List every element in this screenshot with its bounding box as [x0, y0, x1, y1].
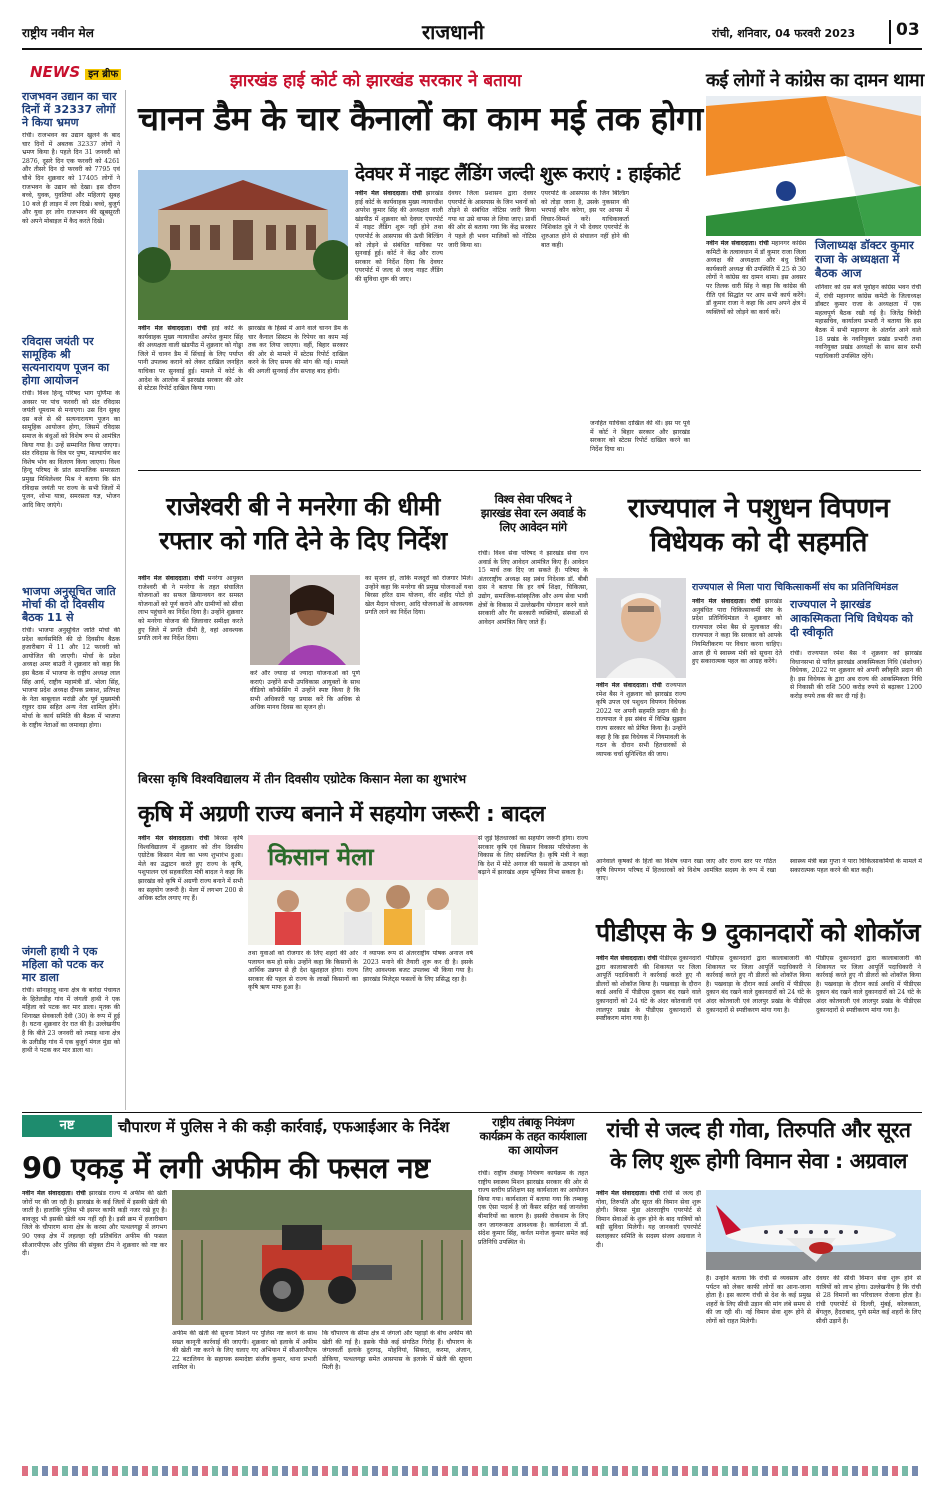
story10-body: पीडीएस दुकानदारों द्वारा कालाबाजारी की शिकायत पर जिला आपूर्ति पदाधिकारी ने कार्रवाई करते हुए नौ डीलरों को शोकॉज किया है। पखवाड़ा के दौरान कार्ड अवधि में पीडीएस दुकान बंद रखने वाले दुकानदारों को 24 घंटे के अंदर कोतवाली एवं लालपुर प्रखंड के पीडीएस दुकानदारों से स्पष्टीकरण मांगा गया है।: [596, 955, 701, 1023]
news-sub-label: इन ब्रीफ: [85, 69, 121, 80]
story1-headline: चानन डैम के चार कैनालों का काम मई तक होगा: [138, 99, 703, 138]
story14-byline: नवीन मेल संवाददाता। रांची: [596, 1190, 660, 1197]
high-court-building-photo: [138, 170, 348, 320]
tractor-field-photo: [172, 1190, 472, 1325]
story13-body: रांची। राष्ट्रीय तंबाकू नियंत्रण कार्यक्रम के तहत राष्ट्रीय स्वास्थ्य मिशन झारखंड सरकार की ओर से राज्य स्तरीय प्रशिक्षण सह कार्यशाला का आयोजन किया गया। कार्यशाला में बताया गया कि तम्बाकू एक ऐसा पदार्थ है जो कैंसर सहित कई जानलेवा बीमारियों का कारण है। इसकी रोकथाम के लिए जन जागरूकता आवश्यक है। कार्यशाला में डॉ. संदेश कुमार सिंह, कर्नल मनोज कुमार समेत कई प्रतिनिधि उपस्थित थे।: [478, 1170, 588, 1246]
story14-col2: है। उन्होंने बताया कि रांची से व्यवसाय और पर्यटन को लेकर काफी लोगों का आना-जाना होता है। इस कारण रांची से देश के कई प्रमुख शहरों के लिए सीधी उड़ान की मांग लंबे समय से की जा रही थी। नई विमान सेवा शुरू होने से लोगों को राहत मिलेगी।: [706, 1275, 811, 1325]
footer-strip: [22, 1466, 922, 1476]
story11-byline: नवीन मेल संवाददाता। रांची: [138, 835, 209, 842]
story11-col3: ने व्यापक रूप से अंतरराष्ट्रीय पोषक अनाज वर्ष 2023 मनाने की तैयारी शुरू कर दी है। इसके लिए आवश्यक बजट उपलब्ध भी किया गया है। झारखंड मिलेट्स फसलों के लिए प्रसिद्ध रहा है।: [363, 950, 473, 983]
story12-kicker: नष्ट: [22, 1115, 112, 1137]
brief-body: रांची। विश्व हिन्दू परिषद भाग पूर्णिमा के अवसर पर पांच फरवरी को संत रविदास जयंती धूमधाम से मनाएगा। उस दिन सुबह दस बजे से श्री सत्यनारायण पूजन का सामूहिक आयोजन होगा, जिसमें रविदास समाज के बंधुओं को विशेष रूप से आमंत्रित किया गया है। उन्हें सम्मानित किया जाएगा। संत रविदास के चित्र पर पुष्प, माल्यार्पण कर विशेष भोग का वितरण किया जाएगा। विश्व हिन्दू परिषद के प्रांत सामाजिक समरसता प्रमुख मिथिलेश्वर मिश्र ने बताया कि संत रविदास जयंती पर राज्य के सभी जिलों में पूजन, शोभा यात्रा, समरसता यज्ञ, भोजन आदि किए जाएंगे।: [22, 390, 120, 509]
dateline: रांची, शनिवार, 04 फरवरी 2023: [712, 27, 856, 40]
story14-headline: रांची से जल्द ही गोवा, तिरुपति और सूरत के लिए शुरू होगी विमान सेवा : अग्रवाल: [606, 1118, 911, 1173]
story10-byline: नवीन मेल संवाददाता। रांची: [596, 955, 658, 962]
masthead-divider: [889, 20, 891, 44]
brief-body: रांची। सोनाहातू थाना क्षेत्र के बारेंदा पंचायत के हितेलडीह गांव में जंगली हाथी ने एक महिला को पटक कर मार डाला। मृतक की शिनाख्त सेवकाली देवी (30) के रूप में हुई है। घटना शुक्रवार देर रात की है। उल्लेखनीय है कि बीते 23 जनवरी को तमाड़ थाना क्षेत्र के उलीडीह गांव में एक बुजुर्ग मंगल मुंडा को हाथी ने पटक कर मार डाला था।: [22, 987, 120, 1055]
section-title: राजधानी: [422, 20, 484, 44]
story10-col3: पीडीएस दुकानदारों द्वारा कालाबाजारी की शिकायत पर जिला आपूर्ति पदाधिकारी ने कार्रवाई करते हुए नौ डीलरों को शोकॉज किया है। पखवाड़ा के दौरान कार्ड अवधि में पीडीएस दुकान बंद रखने वाले दुकानदारों को 24 घंटे के अंदर कोतवाली एवं लालपुर प्रखंड के पीडीएस दुकानदारों से स्पष्टीकरण मांगा गया है।: [816, 955, 921, 1014]
story3-byline: नवीन मेल संवाददाता। रांची: [706, 240, 769, 247]
news-brief-label: [30, 62, 121, 81]
brief-headline: भाजपा अनुसूचित जाति मोर्चा की दो दिवसीय बैठक 11 से: [22, 585, 116, 624]
story1-col1: [138, 325, 243, 465]
story12-byline: नवीन मेल संवाददाता। रांची: [22, 1190, 86, 1197]
story10-col2: पीडीएस दुकानदारों द्वारा कालाबाजारी की शिकायत पर जिला आपूर्ति पदाधिकारी ने कार्रवाई करते हुए नौ डीलरों को शोकॉज किया है। पखवाड़ा के दौरान कार्ड अवधि में पीडीएस दुकान बंद रखने वाले दुकानदारों को 24 घंटे के अंदर कोतवाली एवं लालपुर प्रखंड के पीडीएस दुकानदारों से स्पष्टीकरण मांगा गया है।: [706, 955, 811, 1014]
page-number: 03: [896, 20, 920, 40]
story3-body: [706, 240, 806, 460]
story12-col3: कि चौपारण के सीमा क्षेत्र में जंगलों और पहाड़ों के बीच अफीम की खेती की गई है। इसके पीछे कई संगठित गिरोह हैं। चौपारण के जंगलवर्ती इलाके दुरागढ़, मोहनियां, सिकदा, करमा, अंजान, डोकिया, पत्थलगड्डा समेत आसपास के इलाके में खेती की सूचना मिली है।: [322, 1330, 472, 1372]
story2-col2: देवघर जिला प्रशासन द्वारा देवघर एयरपोर्ट के आसपास के जिन भवनों को तोड़ने से संबंधित नोटिस जारी किया गया था उसे वापस ले लिया जाए। प्रार्थी की ओर से बताया गया कि केंद्र सरकार ने पहले ही भवन मालिकों को नोटिस जारी किया था।: [448, 190, 536, 249]
kisan-mela-banner-text: किसान मेला: [268, 843, 374, 871]
story9-body: रांची। राज्यपाल रमेश बैस ने शुक्रवार को झारखंड विधानसभा से पारित झारखंड आकस्मिकता निधि (संशोधन) विधेयक, 2022 पर शुक्रवार को अपनी स्वीकृति प्रदान की है। इस विधेयक के द्वारा अब राज्य की आकस्मिकता निधि से निकासी की राशि 500 करोड़ रुपये से बढ़ाकर 1200 करोड़ रुपये तक की कर दी गई है।: [790, 650, 922, 700]
story7-col2: आनेवाले कृषकों के हितों का विशेष ध्यान रखा जाए और राज्य स्तर पर गठित कृषि विपणन परिषद में हितधारकों को विशेष आमंत्रित सदस्य के रूप में रखा जाए।: [596, 858, 776, 883]
story5-col2: करें और ज्यादा से ज्यादा योजनाओं को पूर्ण कराएं। उन्होंने सभी उपविकास आयुक्तों के साथ वीडियो कॉन्फ्रेंसिंग में उन्होंने स्पष्ट किया है कि सभी अधिकारी यह प्रयास करें कि अधिक से अधिक मानव दिवस का सृजन हो।: [250, 670, 360, 712]
brief-headline: राजभवन उद्यान का चार दिनों में 32337 लोगों ने किया भ्रमण: [22, 90, 117, 129]
sidebar-brief-3: [22, 585, 120, 875]
story5-byline: नवीन मेल संवाददाता। रांची: [138, 575, 205, 582]
sidebar-divider: [125, 90, 126, 1110]
governor-portrait: [596, 578, 686, 678]
story12-col1: [22, 1190, 167, 1460]
story4-box: [815, 238, 921, 463]
story2-body1: झारखंड हाई कोर्ट के कार्यवाहक मुख्य न्यायाधीश अपरेश कुमार सिंह की अध्यक्षता वाली खंडपीठ में शुक्रवार को देवघर एयरपोर्ट में नाइट लैंडिंग शुरू नहीं होने तथा एयरपोर्ट के आसपास की ऊंची बिल्डिंग को तोड़ने से संबंधित याचिका पर सुनवाई हुई। कोर्ट ने केंद्र और राज्य सरकार को निर्देश दिया कि देवघर एयरपोर्ट में जल्द से जल्द नाइट लैंडिंग की सुविधा शुरू की जाए।: [355, 190, 443, 283]
story2-col3: एयरपोर्ट के आसपास के जिन बिल्डिंग को तोड़ा जाना है, उसके नुकसान की भरपाई कौन करेगा, इस पर आपस में विचार-विमर्श करें। याचिकाकर्ता निशिकांत दुबे ने भी देवघर एयरपोर्ट के शुरुआत होने से संचालन नहीं होने की बात कही।: [541, 190, 629, 249]
story14-col3: देवघर की सीधी विमान सेवा शुरू होने से यात्रियों को लाभ होगा। उल्लेखनीय है कि रांची से 28 विमानों का परिचालन रोजाना होता है। रांची एयरपोर्ट से दिल्ली, मुंबई, कोलकाता, बेंगलुरु, हैदराबाद, पुणे समेत कई शहरों के लिए सीधी उड़ानें हैं।: [816, 1275, 921, 1325]
brief-headline: जंगली हाथी ने एक महिला को पटक कर मार डाला: [22, 945, 104, 984]
story11-subhead: कृषि में अग्रणी राज्य बनाने में सहयोग जरूरी : बादल: [138, 802, 545, 827]
sidebar-brief-1: [22, 90, 120, 332]
story12-body1: झारखंड राज्य में अफीम की खेती जोरों पर की जा रही है। झारखंड के कई जिलों में इसकी खेती की जाती है। हालांकि पुलिस भी इसपर काफी कड़ी नजर रखे हुए है। बावजूद भी इसकी खेती थम नहीं रही है। इसी क्रम में हजारीबाग जिले के चौपारण थाना क्षेत्र के करमा और पत्थलगड्डा में लगभग 90 एकड़ क्षेत्र में लहलहा रही प्रतिबंधित अफीम की फसल सीआरपीएफ और पुलिस की संयुक्त टीम ने शुक्रवार को नष्ट कर दी।: [22, 1190, 167, 1258]
story11-kicker: बिरसा कृषि विश्वविद्यालय में तीन दिवसीय एग्रोटेक किसान मेला का शुभारंभ: [138, 772, 467, 786]
sidebar-brief-2: [22, 335, 120, 605]
story2-col1: [355, 190, 443, 465]
brief-headline: रविदास जयंती पर सामूहिक श्री सत्यनारायण पूजन का होगा आयोजन: [22, 335, 110, 387]
story5-headline: राजेश्वरी बी ने मनरेगा की धीमी रफ्तार को गति देने के दिए निर्देश: [159, 492, 447, 555]
story5-body1: मनरेगा आयुक्त राजेश्वरी बी ने मनरेगा के तहत संचालित योजनाओं का सफल क्रियान्वयन कर समस्त योजनाओं को पूर्ण कराने और ग्रामीणों को सीधा लाभ पहुंचाने का निर्देश दिया है। उन्होंने शुक्रवार को मनरेगा योजना की जिलावार समीक्षा करते हुए जिले में प्रगति धीमी है, वहां आवश्यक प्रगति लाने का निर्देश दिया।: [138, 575, 243, 643]
story5-col3: का सृजन हो, ताकि मजदूरों को रोजगार मिले। उन्होंने कहा कि मनरेगा की प्रमुख योजनाओं यथा बिरसा हरित ग्राम योजना, वीर शहीद पोटो हो खेल मैदान योजना, आदि योजनाओं के आवश्यक प्रगति लाने का निर्देश दिया।: [365, 575, 473, 617]
story1-byline: नवीन मेल संवाददाता। रांची: [138, 325, 207, 332]
story14-col1: [596, 1190, 701, 1460]
story9-body2: स्वास्थ्य मंत्री बन्ना गुप्ता ने पारा चिकित्साकर्मियों के मामले में सकारात्मक पहल करने की बात कही।: [790, 858, 922, 874]
story10-headline: पीडीएस के 9 दुकानदारों को शोकॉज: [596, 918, 921, 947]
story7-headline: राज्यपाल ने पशुधन विपणन विधेयक को दी सहमति: [627, 493, 890, 558]
story3-headline: कई लोगों ने कांग्रेस का दामन थामा: [706, 70, 924, 91]
masthead: [22, 18, 922, 48]
story7-body: राज्यपाल रमेश बैस ने शुक्रवार को झारखंड राज्य कृषि उपज एवं पशुधन विपणन विधेयक 2022 पर अपनी सहमति प्रदान की है। राज्यपाल ने इस संबंध में विभिन्न सुझाव राज्य सरकार को प्रेषित किया है। उन्होंने कहा है कि इस विधेयक में नियमावली के गठन के दौरान सभी हितधारकों से व्यापक चर्चा सुनिश्चित की जाय।: [596, 682, 686, 758]
story1-kicker: झारखंड हाई कोर्ट को झारखंड सरकार ने बताया: [230, 71, 522, 91]
story1-body1: हाई कोर्ट के कार्यवाहक मुख्य न्यायाधीश अपरेश कुमार सिंह की अध्यक्षता वाली खंडपीठ में शुक्रवार को गोड्डा जिले में चानन डैम में सिंचाई के लिए पर्याप्त पानी उपलब्ध कराने को लेकर दाखिल जनहित याचिका पर सुनवाई हुई। मामले में कोर्ट के आदेश के आलोक में झारखंड सरकार की ओर से स्टेटस रिपोर्ट दाखिल किया गया।: [138, 325, 243, 393]
story6-body: रांची। विश्व सेवा परिषद ने झारखंड सेवा रत्न अवार्ड के लिए आवेदन आमंत्रित किए हैं। आवेदन 15 मार्च तक दिए जा सकते हैं। परिषद के अंतरराष्ट्रीय अध्यक्ष सह प्रबंध निदेशक डॉ. बीबी दास ने बताया कि हर वर्ष शिक्षा, चिकित्सा, उद्योग, समाजिक-सांस्कृतिक और अन्य सेवा भावी क्षेत्रों के विकास में उल्लेखनीय योगदान करने वाले सरकारी और गैर सरकारी व्यक्तियों, संस्थाओं से आवेदन आमंत्रित किए जाते हैं।: [478, 550, 588, 626]
story8-headline: राज्यपाल से मिला पारा चिकित्साकर्मी संघ का प्रतिनिधिमंडल: [692, 582, 899, 593]
airplane-photo: [706, 1190, 921, 1270]
story2-col4: जनहित याचिका दाखिल की थी। इस पर पूर्व में कोर्ट ने बिहार सरकार और झारखंड सरकार को स्टेटस रिपोर्ट दाखिल करने का निर्देश दिया था।: [590, 420, 690, 453]
masthead-logo: राष्ट्रीय नवीन मेल: [22, 26, 94, 40]
story11-col4: से जुड़े हितधारकों का सहयोग जरूरी होगा। राज्य सरकार कृषि एवं किसान विकास परियोजना के विकास के लिए संकल्पित है। कृषि मंत्री ने कहा कि देश में मोटे अनाज की फसलों के उत्पादन को बढ़ाने में झारखंड अहम भूमिका निभा सकता है।: [478, 835, 588, 877]
story11-body1: बिरसा कृषि विश्वविद्यालय में शुक्रवार को तीन दिवसीय एग्रोटेक किसान मेला का भव्य शुभारंभ हुआ। मेले का उद्घाटन करते हुए राज्य के कृषि, पशुपालन एवं सहकारिता मंत्री बादल ने कहा कि झारखंड को कृषि में अग्रणी राज्य बनाने में सभी का सहयोग जरूरी है। मेला में लगभग 200 से अधिक स्टॉल लगाए गए हैं।: [138, 835, 243, 903]
story2-byline: नवीन मेल संवाददाता। रांची: [355, 190, 422, 197]
sidebar-brief-4: [22, 945, 120, 1127]
story8-body: [692, 598, 782, 848]
story7-col1: [596, 682, 686, 850]
masthead-rule: [22, 48, 922, 50]
story5-col1: [138, 575, 243, 750]
row2-rule: [22, 1112, 922, 1113]
news-label: NEWS: [30, 63, 81, 81]
story14-body1: रांची से जल्द ही गोवा, तिरुपति और सूरत की विमान सेवा शुरू होगी। बिरसा मुंडा अंतरराष्ट्रीय एयरपोर्ट से विमान सेवाओं के शुरू होने के बाद यात्रियों को बड़ी सुविधा मिलेगी। यह जानकारी एयरपोर्ट सलाहकार समिति के सदस्य संजय अग्रवाल ने दी।: [596, 1190, 701, 1249]
rajeshwari-b-portrait: [250, 575, 360, 665]
story1-col2: झारखंड के हिस्से में आने वाले चानन डैम के चार कैनाल सिस्टम के रिपेयर का काम मई तक कर लिया जाएगा। वहीं, बिहार सरकार की ओर से मामले में स्टेटस रिपोर्ट दाखिल करने के लिए समय की मांग की गई। मामले की अगली सुनवाई तीन सप्ताह बाद होगी।: [248, 325, 348, 375]
story4-headline: जिलाध्यक्ष डॉक्टर कुमार राजा के अध्यक्षता में बैठक आज: [815, 238, 914, 280]
story6-headline: विश्व सेवा परिषद ने झारखंड सेवा रत्न अवार्ड के लिए आवेदन मांगे: [480, 492, 586, 534]
kisan-mela-photo: [248, 835, 478, 945]
story11-col1: [138, 835, 243, 1110]
story8-text: झारखंड अनुबंधित पारा चिकित्साकर्मी संघ के प्रदेश प्रतिनिधिमंडल ने शुक्रवार को राज्यपाल रमेश बैस से मुलाकात की। राज्यपाल ने कहा कि सरकार को आपके नियमितीकरण पर विचार करना चाहिए। आज ही ये स्वास्थ्य मंत्री को सूचना देते हुए सकारात्मक पहल का आग्रह करेंगे।: [692, 598, 782, 666]
row1-rule: [138, 470, 921, 471]
story2-headline: देवघर में नाइट लैंडिंग जल्दी शुरू कराएं : हाईकोर्ट: [355, 163, 680, 185]
story9-headline: राज्यपाल ने झारखंड आकस्मिकता निधि विधेयक को दी स्वीकृति: [790, 598, 913, 639]
story11-col2: तथा युवाओं को रोजगार के लिए शहरों की ओर पलायन कम हो सके। उन्होंने कहा कि किसानों के आर्थिक उन्नयन से ही देश खुशहाल होगा। राज्य सरकार की पहल से राज्य के लाखों किसानों का कृषि ऋण माफ हुआ है।: [248, 950, 358, 992]
story12-headline: 90 एकड़ में लगी अफीम की फसल नष्ट: [22, 1151, 430, 1185]
brief-body: रांची। भाजपा अनुसूचित जाति मोर्चा की प्रदेश कार्यसमिति की दो दिवसीय बैठक हजारीबाग में 11 और 12 फरवरी को आयोजित की जाएगी। मोर्चा के प्रदेश अध्यक्ष अमर बाउरी ने शुक्रवार को कहा कि इस बैठक में भाजपा के राष्ट्रीय अध्यक्ष लाल सिंह आर्य, राष्ट्रीय महामंत्री डॉ. भोला सिंह, भाजपा प्रदेश अध्यक्ष दीपक प्रकाश, प्रतिपक्ष के नेता बाबूलाल मरांडी और पूर्व मुख्यमंत्री रघुवर दास सहित अन्य नेता शामिल होंगे। मोर्चा के कार्य समिति की बैठक में भाजपा के राष्ट्रीय नेताओं का जमावड़ा होगा।: [22, 627, 120, 729]
story7-byline: नवीन मेल संवाददाता। रांची: [596, 682, 662, 689]
story3-text: महानगर कांग्रेस कमिटी के तत्वावधान में डॉ कुमार राजा जिला अध्यक्ष की अध्यक्षता और बंधु तिर्की कार्यकारी अध्यक्ष की उपस्थिति में 25 से 30 लोगों ने कांग्रेस का दामन थामा। इस अवसर पर तिलक धारी सिंह ने कहा कि कांग्रेस की रीति एवं सिद्धांत पर आप सभी कार्य करेंगे। डॉ कुमार राजा ने कहा कि आप अपने क्षेत्र में व्यक्तियों को जोड़ने का कार्य करें।: [706, 240, 806, 316]
congress-flag-photo: [706, 96, 921, 236]
story8-byline: नवीन मेल संवाददाता। रांची: [692, 598, 761, 605]
brief-body: रांची। राजभवन का उद्यान खुलने के बाद चार दिनों में अबतक 32337 लोगों ने भ्रमण किया है। पहले दिन 31 जनवरी को 2876, दूसरे दिन एक फरवरी को 4261 और तीसरे दिन दो फरवरी को 7795 एवं चौथे दिन शुक्रवार को 17405 लोगों ने राजभवन के उद्यान को देखा। इस दौरान बच्चे, युवक, युवतियां और महिलाएं सुबह 10 बजे ही लाइन में लग दिखे। बच्चे, बुजुर्ग और युवा हर लोग राजभवन की खूबसूरती को अपने मोबाइल में कैद करते दिखे।: [22, 132, 120, 225]
story12-col2: अफीम की खेती की सूचना मिलने पर पुलिस नष्ट करने के साथ सख्त कानूनी कार्रवाई की जाएगी। शुक्रवार को इलाके में अफीम की खेती नष्ट करने के लिए चलाए गए अभियान में सीआरपीएफ 22 बटालियन के सहायक समादेष्टा संजीव कुमार, थाना प्रभारी शामिल थे।: [172, 1330, 317, 1372]
story10-col1: [596, 955, 701, 1110]
story12-subhead: चौपारण में पुलिस ने की कड़ी कार्रवाई, एफआईआर के निर्देश: [118, 1118, 450, 1136]
story4-body: शनिवार को दस बजे पूर्वाहन कांग्रेस भवन रांची में, रांची महानगर कांग्रेस कमेटी के जिलाध्यक्ष डॉक्टर कुमार राजा के अध्यक्षता में एक महत्वपूर्ण बैठक रखी गई है। जितेंद्र त्रिवेदी महासचिव, कार्यालय प्रभारी ने बताया कि इस बैठक में सभी महानगर के अंतर्गत आने वाले 18 प्रखंड के नवनियुक्त प्रखंड प्रभारी तथा नवनियुक्त प्रखंड अध्यक्षों के साथ साथ सभी पदाधिकारी उपस्थित रहेंगे।: [815, 284, 921, 360]
story13-headline: राष्ट्रीय तंबाकू नियंत्रण कार्यक्रम के तहत कार्यशाला का आयोजन: [479, 1115, 587, 1157]
